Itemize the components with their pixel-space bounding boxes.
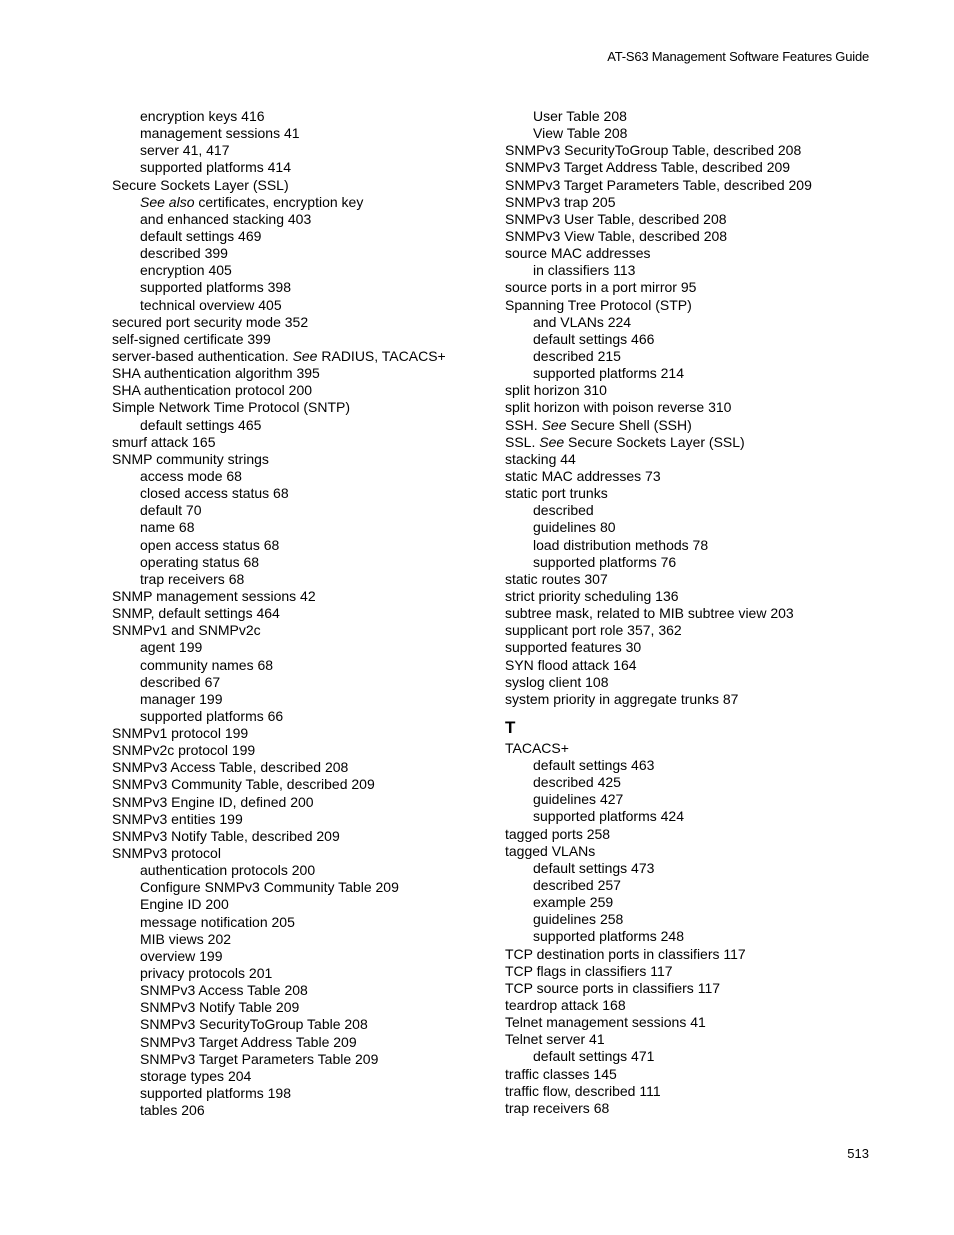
entry-text: TCP source ports in classifiers 117 xyxy=(505,979,721,996)
see-reference: See xyxy=(541,416,567,433)
entry-text: and VLANs 224 xyxy=(533,313,632,330)
index-entry xyxy=(112,794,492,811)
entry-text: default settings 463 xyxy=(533,757,655,774)
index-entry xyxy=(505,1083,885,1100)
entry-text: default settings 465 xyxy=(140,416,262,433)
index-subentry xyxy=(112,862,492,879)
index-subentry xyxy=(112,708,492,725)
index-subentry xyxy=(112,914,492,931)
entry-text: privacy protocols 201 xyxy=(140,965,273,982)
index-subentry xyxy=(505,125,885,142)
entry-text: SNMPv3 Target Address Table, described 209 xyxy=(505,159,791,176)
entry-text: supplicant port role 357, 362 xyxy=(505,622,682,639)
index-subentry xyxy=(112,554,492,571)
index-entry xyxy=(505,997,885,1014)
index-entry xyxy=(505,691,885,708)
entry-text: split horizon 310 xyxy=(505,382,607,399)
index-subentry xyxy=(112,297,492,314)
index-entry xyxy=(505,674,885,691)
index-entry xyxy=(505,657,885,674)
index-subentry xyxy=(505,554,885,571)
index-entry xyxy=(112,811,492,828)
entry-text: SNMPv3 View Table, described 208 xyxy=(505,227,728,244)
index-subentry xyxy=(112,1051,492,1068)
entry-text: trap receivers 68 xyxy=(140,570,245,587)
entry-text: SNMPv1 protocol 199 xyxy=(112,725,249,742)
see-reference: See also xyxy=(140,193,195,210)
index-entry xyxy=(112,605,492,622)
entry-text: teardrop attack 168 xyxy=(505,997,626,1014)
index-entry xyxy=(505,622,885,639)
entry-text: Engine ID 200 xyxy=(140,896,229,913)
index-entry xyxy=(112,759,492,776)
index-subentry xyxy=(112,982,492,999)
entry-text: described 215 xyxy=(533,347,621,364)
entry-text: syslog client 108 xyxy=(505,673,609,690)
entry-text: guidelines 258 xyxy=(533,911,624,928)
index-subentry xyxy=(505,519,885,536)
entry-text: subtree mask, related to MIB subtree view 203 xyxy=(505,605,794,622)
entry-text: SHA authentication algorithm 395 xyxy=(112,365,320,382)
index-entry xyxy=(112,348,492,365)
index-entry xyxy=(505,245,885,262)
index-subentry xyxy=(112,417,492,434)
entry-text: SNMPv3 Target Address Table 209 xyxy=(140,1033,357,1050)
entry-text: Telnet server 41 xyxy=(505,1031,605,1048)
entry-text: RADIUS, TACACS+ xyxy=(317,347,446,364)
index-entry xyxy=(505,211,885,228)
entry-text: message notification 205 xyxy=(140,913,295,930)
index-subentry xyxy=(112,1016,492,1033)
entry-text: traffic classes 145 xyxy=(505,1065,617,1082)
entry-text: SNMPv3 Engine ID, defined 200 xyxy=(112,793,314,810)
index-entry xyxy=(505,980,885,997)
index-entry xyxy=(505,571,885,588)
index-subentry xyxy=(112,279,492,296)
entry-text: supported platforms 424 xyxy=(533,808,684,825)
entry-text: static port trunks xyxy=(505,485,608,502)
running-header: AT-S63 Management Software Features Guide xyxy=(607,49,869,64)
entry-text: guidelines 80 xyxy=(533,519,616,536)
entry-text: encryption 405 xyxy=(140,262,232,279)
index-entry xyxy=(505,297,885,314)
entry-text: supported platforms 214 xyxy=(533,365,684,382)
entry-text: SNMPv3 Access Table 208 xyxy=(140,982,308,999)
entry-text: and enhanced stacking 403 xyxy=(140,210,312,227)
entry-text: default settings 469 xyxy=(140,227,262,244)
entry-text: described 399 xyxy=(140,245,228,262)
entry-text: TACACS+ xyxy=(505,739,569,756)
index-subentry xyxy=(505,331,885,348)
entry-text: management sessions 41 xyxy=(140,125,300,142)
entry-text: supported platforms 76 xyxy=(533,553,677,570)
entry-text: Secure Sockets Layer (SSL) xyxy=(564,433,745,450)
index-subentry xyxy=(505,911,885,928)
index-entry xyxy=(112,365,492,382)
entry-text: SNMP management sessions 42 xyxy=(112,587,316,604)
index-entry xyxy=(112,622,492,639)
entry-text: community names 68 xyxy=(140,656,274,673)
index-subentry xyxy=(112,108,492,125)
entry-text: static routes 307 xyxy=(505,570,608,587)
entry-text: in classifiers 113 xyxy=(533,262,636,279)
entry-text: SNMPv3 entities 199 xyxy=(112,810,243,827)
index-entry xyxy=(505,1066,885,1083)
index-subentry xyxy=(505,791,885,808)
entry-text: agent 199 xyxy=(140,639,203,656)
index-entry xyxy=(505,159,885,176)
entry-text: SNMPv3 Notify Table, described 209 xyxy=(112,827,340,844)
entry-text: split horizon with poison reverse 310 xyxy=(505,399,732,416)
entry-text: default settings 473 xyxy=(533,859,655,876)
entry-text: technical overview 405 xyxy=(140,296,282,313)
entry-text: guidelines 427 xyxy=(533,791,624,808)
entry-text: operating status 68 xyxy=(140,553,260,570)
entry-text: certificates, encryption key xyxy=(194,193,364,210)
entry-text: supported platforms 66 xyxy=(140,707,284,724)
index-subentry xyxy=(112,1068,492,1085)
entry-text: closed access status 68 xyxy=(140,485,289,502)
index-subentry xyxy=(112,965,492,982)
index-subentry xyxy=(112,639,492,656)
index-subentry xyxy=(112,262,492,279)
index-subentry xyxy=(505,894,885,911)
entry-text: source ports in a port mirror 95 xyxy=(505,279,697,296)
entry-text: described xyxy=(533,502,594,519)
entry-text: tables 206 xyxy=(140,1102,205,1119)
entry-text: supported platforms 248 xyxy=(533,928,684,945)
index-entry xyxy=(112,776,492,793)
entry-text: traffic flow, described 111 xyxy=(505,1082,661,1099)
index-subentry xyxy=(112,211,492,228)
entry-text: SNMPv2c protocol 199 xyxy=(112,742,256,759)
entry-text: SNMPv3 protocol xyxy=(112,845,221,862)
index-subentry xyxy=(112,1085,492,1102)
index-subentry xyxy=(505,502,885,519)
index-entry xyxy=(505,434,885,451)
index-entry xyxy=(505,639,885,656)
index-subentry xyxy=(505,108,885,125)
entry-text: View Table 208 xyxy=(533,125,628,142)
index-entry xyxy=(505,1014,885,1031)
index-entry xyxy=(112,399,492,416)
index-entry xyxy=(505,417,885,434)
index-entry xyxy=(505,468,885,485)
entry-text: SNMPv3 User Table, described 208 xyxy=(505,210,727,227)
index-entry xyxy=(112,742,492,759)
entry-text: system priority in aggregate trunks 87 xyxy=(505,690,739,707)
entry-text: load distribution methods 78 xyxy=(533,536,709,553)
index-entry xyxy=(505,279,885,296)
index-subentry xyxy=(112,194,492,211)
entry-text: SNMPv3 SecurityToGroup Table, described 208 xyxy=(505,142,802,159)
index-subentry xyxy=(505,860,885,877)
entry-text: SYN flood attack 164 xyxy=(505,656,637,673)
entry-text: User Table 208 xyxy=(533,108,627,124)
index-subentry xyxy=(505,365,885,382)
index-subentry xyxy=(112,1034,492,1051)
entry-text: example 259 xyxy=(533,894,614,911)
index-subentry xyxy=(112,502,492,519)
entry-text: name 68 xyxy=(140,519,195,536)
entry-text: SHA authentication protocol 200 xyxy=(112,382,313,399)
entry-text: tagged VLANs xyxy=(505,842,596,859)
entry-text: SNMP community strings xyxy=(112,450,269,467)
entry-text: secured port security mode 352 xyxy=(112,313,309,330)
index-entry xyxy=(112,451,492,468)
index-entry xyxy=(505,963,885,980)
index-subentry xyxy=(505,757,885,774)
entry-text: open access status 68 xyxy=(140,536,280,553)
index-subentry xyxy=(112,228,492,245)
entry-text: SNMPv3 trap 205 xyxy=(505,193,616,210)
index-entry xyxy=(505,946,885,963)
entry-text: SNMPv3 SecurityToGroup Table 208 xyxy=(140,1016,368,1033)
entry-text: Spanning Tree Protocol (STP) xyxy=(505,296,692,313)
index-section-letter xyxy=(505,716,885,740)
index-subentry xyxy=(112,125,492,142)
entry-text: authentication protocols 200 xyxy=(140,862,316,879)
index-entry xyxy=(112,828,492,845)
index-subentry xyxy=(112,674,492,691)
entry-text: server-based authentication. xyxy=(112,347,293,364)
index-subentry xyxy=(112,657,492,674)
index-entry xyxy=(112,314,492,331)
entry-text: encryption keys 416 xyxy=(140,108,265,124)
index-subentry xyxy=(112,245,492,262)
entry-text: strict priority scheduling 136 xyxy=(505,587,679,604)
index-subentry xyxy=(505,808,885,825)
entry-text: SNMPv3 Community Table, described 209 xyxy=(112,776,375,793)
index-subentry xyxy=(112,159,492,176)
see-reference: See xyxy=(539,433,565,450)
index-entry xyxy=(505,843,885,860)
entry-text: source MAC addresses xyxy=(505,245,651,262)
entry-text: SNMPv3 Target Parameters Table 209 xyxy=(140,1050,379,1067)
entry-text: static MAC addresses 73 xyxy=(505,467,661,484)
index-subentry xyxy=(505,314,885,331)
entry-text: TCP destination ports in classifiers 117 xyxy=(505,945,746,962)
index-subentry xyxy=(505,262,885,279)
index-subentry xyxy=(505,1048,885,1065)
index-subentry xyxy=(112,519,492,536)
index-column-right xyxy=(505,108,885,1117)
index-entry xyxy=(505,588,885,605)
index-subentry xyxy=(112,485,492,502)
entry-text: described 257 xyxy=(533,877,621,894)
entry-text: SNMPv3 Notify Table 209 xyxy=(140,999,300,1016)
index-subentry xyxy=(112,537,492,554)
entry-text: described 67 xyxy=(140,673,221,690)
index-subentry xyxy=(112,948,492,965)
entry-text: SNMPv3 Access Table, described 208 xyxy=(112,759,349,776)
index-entry xyxy=(505,826,885,843)
entry-text: SNMPv3 Target Parameters Table, described 209 xyxy=(505,176,812,193)
index-entry xyxy=(505,485,885,502)
entry-text: T xyxy=(505,717,516,737)
index-entry xyxy=(505,228,885,245)
index-subentry xyxy=(112,142,492,159)
entry-text: tagged ports 258 xyxy=(505,825,611,842)
entry-text: server 41, 417 xyxy=(140,142,230,159)
index-entry xyxy=(505,740,885,757)
entry-text: access mode 68 xyxy=(140,467,242,484)
entry-text: trap receivers 68 xyxy=(505,1099,610,1116)
entry-text: SNMP, default settings 464 xyxy=(112,605,280,622)
index-entry xyxy=(505,399,885,416)
entry-text: stacking 44 xyxy=(505,450,576,467)
index-entry xyxy=(112,434,492,451)
index-entry xyxy=(112,177,492,194)
entry-text: MIB views 202 xyxy=(140,930,232,947)
index-entry xyxy=(505,1100,885,1117)
index-entry xyxy=(112,588,492,605)
index-subentry xyxy=(505,877,885,894)
entry-text: overview 199 xyxy=(140,947,223,964)
index-entry xyxy=(505,605,885,622)
index-entry xyxy=(112,845,492,862)
entry-text: supported features 30 xyxy=(505,639,642,656)
index-column-left xyxy=(112,108,492,1119)
index-entry xyxy=(112,725,492,742)
entry-text: default 70 xyxy=(140,502,202,519)
index-entry xyxy=(505,451,885,468)
index-entry xyxy=(505,1031,885,1048)
index-subentry xyxy=(505,348,885,365)
entry-text: default settings 471 xyxy=(533,1048,655,1065)
index-entry xyxy=(112,331,492,348)
index-subentry xyxy=(112,571,492,588)
index-subentry xyxy=(112,999,492,1016)
index-subentry xyxy=(505,774,885,791)
index-subentry xyxy=(112,879,492,896)
index-subentry xyxy=(505,928,885,945)
entry-text: described 425 xyxy=(533,774,621,791)
entry-text: TCP flags in classifiers 117 xyxy=(505,962,673,979)
index-subentry xyxy=(505,537,885,554)
index-entry xyxy=(505,177,885,194)
entry-text: smurf attack 165 xyxy=(112,433,216,450)
entry-text: Simple Network Time Protocol (SNTP) xyxy=(112,399,351,416)
index-entry xyxy=(505,382,885,399)
entry-text: default settings 466 xyxy=(533,330,655,347)
entry-text: self-signed certificate 399 xyxy=(112,330,271,347)
index-subentry xyxy=(112,896,492,913)
index-subentry xyxy=(112,691,492,708)
entry-text: supported platforms 414 xyxy=(140,159,291,176)
entry-text: Configure SNMPv3 Community Table 209 xyxy=(140,879,399,896)
index-subentry xyxy=(112,931,492,948)
page-number: 513 xyxy=(847,1146,869,1161)
see-reference: See xyxy=(292,347,318,364)
index-subentry xyxy=(112,1102,492,1119)
entry-text: storage types 204 xyxy=(140,1067,252,1084)
entry-text: SSH. xyxy=(505,416,542,433)
entry-text: Secure Shell (SSH) xyxy=(566,416,692,433)
index-entry xyxy=(505,194,885,211)
entry-text: manager 199 xyxy=(140,690,223,707)
entry-text: SSL. xyxy=(505,433,540,450)
index-subentry xyxy=(112,468,492,485)
entry-text: supported platforms 198 xyxy=(140,1085,291,1102)
entry-text: Telnet management sessions 41 xyxy=(505,1014,706,1031)
entry-text: supported platforms 398 xyxy=(140,279,291,296)
entry-text: Secure Sockets Layer (SSL) xyxy=(112,176,289,193)
index-entry xyxy=(505,142,885,159)
entry-text: SNMPv1 and SNMPv2c xyxy=(112,622,261,639)
index-entry xyxy=(112,382,492,399)
